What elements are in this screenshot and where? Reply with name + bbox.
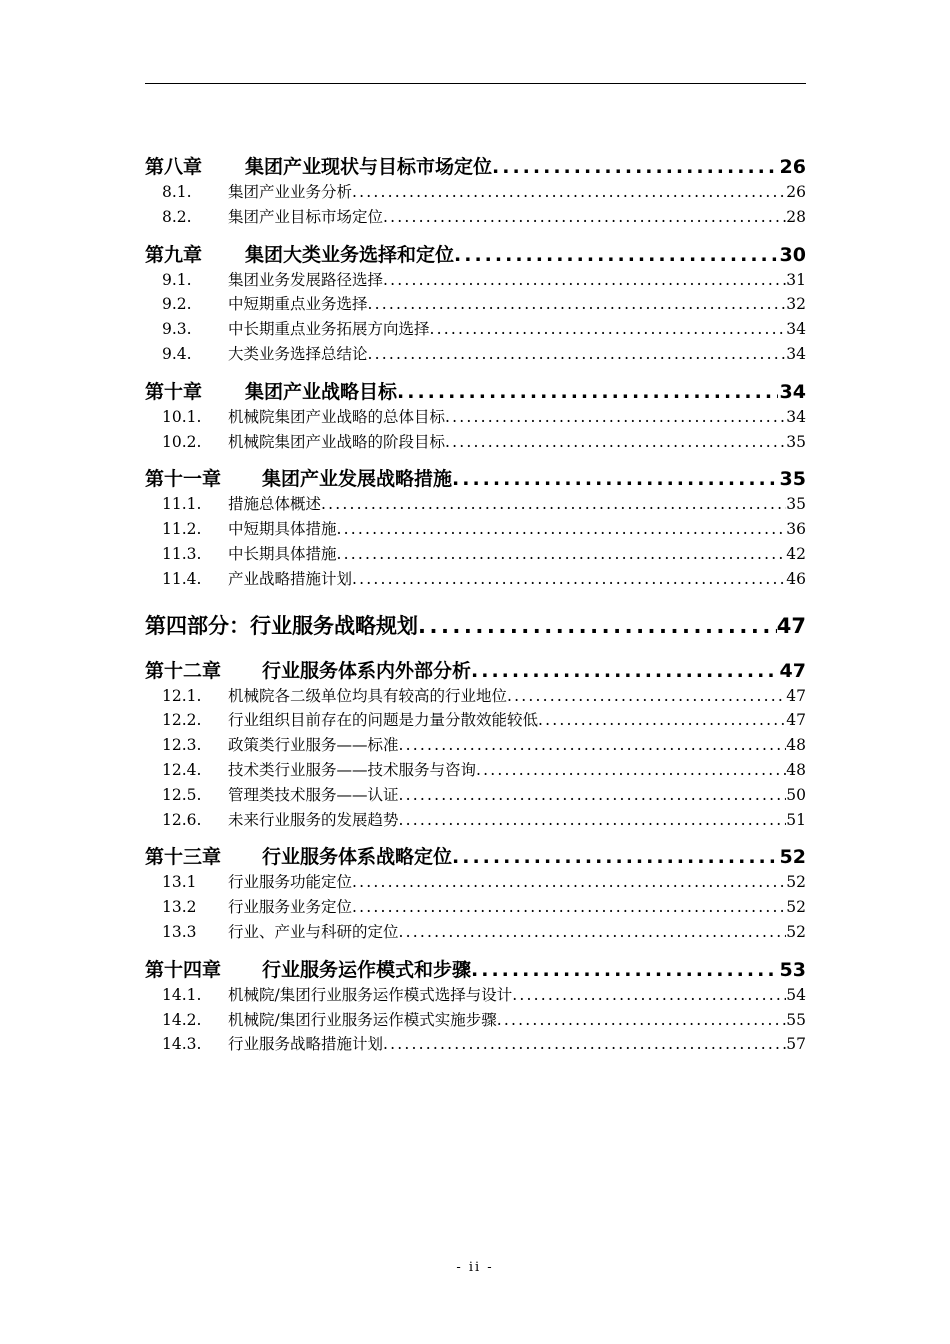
- toc-page-number: 54: [786, 985, 806, 1004]
- toc-section-entry[interactable]: [145, 808, 806, 833]
- toc-entry-title: 机械院集团产业战略的阶段目标: [228, 432, 446, 451]
- toc-entry-number: 9.4.: [162, 344, 192, 363]
- toc-entry-number: 9.2.: [162, 295, 192, 314]
- toc-entry-title: 管理类技术服务——认证: [228, 785, 399, 804]
- toc-section-entry[interactable]: [145, 708, 806, 733]
- toc-dot-leader: [368, 295, 787, 313]
- toc-dot-leader: [399, 811, 787, 829]
- toc-section-entry[interactable]: [145, 920, 806, 945]
- toc-chapter-entry[interactable]: [145, 464, 806, 492]
- toc-entry-title: 行业服务体系内外部分析: [262, 659, 472, 682]
- toc-entry-number: 第十一章: [145, 468, 222, 491]
- toc-part-entry[interactable]: [145, 610, 806, 646]
- toc-entry-number: 8.2.: [162, 207, 192, 226]
- toc-dot-leader: [471, 660, 778, 682]
- toc-page-number: 35: [786, 432, 806, 451]
- toc-entry-title: 中短期重点业务选择: [228, 295, 368, 314]
- toc-dot-leader: [383, 271, 786, 289]
- toc-section-entry[interactable]: [145, 542, 806, 567]
- toc-page-number: 30: [779, 243, 806, 266]
- toc-chapter-entry[interactable]: [145, 377, 806, 405]
- toc-dot-leader: [512, 986, 786, 1004]
- toc-page-number: 47: [786, 686, 806, 705]
- toc-entry-number: 12.4.: [162, 760, 202, 779]
- toc-dot-leader: [399, 786, 787, 804]
- toc-entry-title: 集团大类业务选择和定位: [245, 243, 455, 266]
- toc-page-number: 34: [786, 320, 806, 339]
- toc-dot-leader: [383, 1035, 786, 1053]
- toc-dot-leader: [397, 381, 778, 403]
- toc-entry-title: 机械院/集团行业服务运作模式选择与设计: [228, 985, 513, 1004]
- toc-page-number: 48: [786, 760, 806, 779]
- toc-dot-leader: [352, 873, 786, 891]
- toc-section-entry[interactable]: [145, 342, 806, 367]
- toc-entry-number: 第十三章: [145, 846, 222, 869]
- toc-page-number: 28: [786, 207, 806, 226]
- toc-dot-leader: [492, 156, 778, 178]
- toc-entry-title: 中长期重点业务拓展方向选择: [228, 320, 430, 339]
- toc-entry-title: 行业服务业务定位: [228, 898, 353, 917]
- toc-entry-number: 13.2: [162, 898, 197, 917]
- toc-entry-number: 14.1.: [162, 985, 202, 1004]
- toc-entry-title: 行业服务运作模式和步骤: [262, 958, 472, 981]
- toc-page-number: 52: [786, 898, 806, 917]
- toc-dot-leader: [383, 208, 786, 226]
- toc-page-number: 42: [786, 544, 806, 563]
- toc-page-number: 51: [786, 810, 806, 829]
- toc-page-number: 35: [779, 468, 806, 491]
- toc-dot-leader: [418, 614, 777, 638]
- toc-entry-number: 11.1.: [162, 495, 202, 514]
- table-of-contents: [145, 142, 806, 1057]
- toc-entry-number: 9.3.: [162, 320, 192, 339]
- toc-entry-title: 集团产业目标市场定位: [228, 207, 384, 226]
- toc-entry-title: 措施总体概述: [228, 495, 322, 514]
- toc-chapter-entry[interactable]: [145, 152, 806, 180]
- toc-section-entry[interactable]: [145, 517, 806, 542]
- toc-entry-number: 第十四章: [145, 958, 222, 981]
- toc-page-number: 47: [779, 659, 806, 682]
- toc-entry-title: 行业组织目前存在的问题是力量分散效能较低: [228, 711, 539, 730]
- toc-page-number: 47: [786, 711, 806, 730]
- header-rule: [145, 83, 806, 84]
- toc-page-number: 48: [786, 736, 806, 755]
- toc-dot-leader: [497, 1011, 787, 1029]
- toc-entry-title: 机械院各二级单位均具有较高的行业地位: [228, 686, 508, 705]
- toc-page-number: 34: [779, 380, 806, 403]
- toc-dot-leader: [454, 244, 778, 266]
- toc-entry-number: 11.2.: [162, 520, 202, 539]
- toc-entry-title: 集团产业战略目标: [245, 380, 398, 403]
- toc-page-number: 31: [786, 270, 806, 289]
- toc-dot-leader: [352, 183, 786, 201]
- toc-section-entry[interactable]: [145, 895, 806, 920]
- toc-page-number: 57: [786, 1035, 806, 1054]
- toc-dot-leader: [476, 761, 786, 779]
- page-number: - ii -: [456, 1260, 494, 1275]
- toc-dot-leader: [445, 408, 786, 426]
- toc-section-entry[interactable]: [145, 983, 806, 1008]
- toc-section-entry[interactable]: [145, 870, 806, 895]
- toc-page-number: 52: [786, 922, 806, 941]
- toc-entry-number: 12.3.: [162, 736, 202, 755]
- toc-page-number: 52: [779, 846, 806, 869]
- toc-entry-number: 第八章: [145, 156, 203, 178]
- toc-dot-leader: [337, 520, 787, 538]
- toc-dot-leader: [352, 570, 786, 588]
- toc-page-number: 35: [786, 495, 806, 514]
- toc-entry-number: 第九章: [145, 243, 203, 266]
- toc-entry-title: 大类业务选择总结论: [228, 344, 368, 363]
- toc-dot-leader: [445, 433, 786, 451]
- toc-entry-number: 12.2.: [162, 711, 202, 730]
- toc-chapter-entry[interactable]: [145, 842, 806, 870]
- toc-page-number: 55: [786, 1010, 806, 1029]
- toc-chapter-entry[interactable]: [145, 240, 806, 268]
- toc-section-entry[interactable]: [145, 567, 806, 592]
- toc-section-entry[interactable]: [145, 783, 806, 808]
- toc-entry-title: 集团产业发展战略措施: [262, 468, 453, 491]
- toc-dot-leader: [337, 545, 787, 563]
- toc-entry-number: 14.2.: [162, 1010, 202, 1029]
- toc-page-number: 52: [786, 873, 806, 892]
- toc-section-entry[interactable]: [145, 180, 806, 205]
- toc-section-entry[interactable]: [145, 292, 806, 317]
- toc-section-entry[interactable]: [145, 317, 806, 342]
- toc-dot-leader: [399, 923, 787, 941]
- toc-entry-title: 行业服务体系战略定位: [262, 846, 453, 869]
- toc-entry-title: 机械院集团产业战略的总体目标: [228, 407, 446, 426]
- toc-dot-leader: [507, 687, 786, 705]
- toc-dot-leader: [452, 468, 778, 490]
- toc-dot-leader: [368, 345, 787, 363]
- toc-entry-number: 13.1: [162, 873, 197, 892]
- toc-section-entry[interactable]: [145, 684, 806, 709]
- toc-page-number: 47: [776, 613, 806, 638]
- toc-entry-title: 中短期具体措施: [228, 520, 337, 539]
- toc-dot-leader: [471, 959, 778, 981]
- toc-entry-number: 10.2.: [162, 432, 202, 451]
- toc-entry-title: 行业服务战略措施计划: [228, 1035, 384, 1054]
- toc-entry-title: 集团业务发展路径选择: [228, 270, 384, 289]
- toc-entry-title: 产业战略措施计划: [228, 569, 353, 588]
- toc-dot-leader: [321, 495, 786, 513]
- toc-entry-number: 13.3: [162, 922, 197, 941]
- toc-entry-title: 第四部分：行业服务战略规划: [145, 613, 418, 638]
- toc-entry-number: 12.5.: [162, 785, 202, 804]
- toc-section-entry[interactable]: [145, 492, 806, 517]
- toc-entry-title: 未来行业服务的发展趋势: [228, 810, 399, 829]
- toc-section-entry[interactable]: [145, 205, 806, 230]
- toc-section-entry[interactable]: [145, 1032, 806, 1057]
- toc-section-entry[interactable]: [145, 268, 806, 293]
- toc-entry-number: 第十章: [145, 380, 203, 403]
- toc-section-entry[interactable]: [145, 405, 806, 430]
- toc-entry-title: 集团产业业务分析: [228, 183, 353, 201]
- toc-entry-title: 政策类行业服务——标准: [228, 736, 399, 755]
- toc-entry-number: 12.6.: [162, 810, 202, 829]
- toc-page-number: 46: [786, 569, 806, 588]
- toc-dot-leader: [352, 898, 786, 916]
- toc-page-number: 32: [786, 295, 806, 314]
- toc-section-entry[interactable]: [145, 1008, 806, 1033]
- toc-page-number: 26: [786, 183, 806, 201]
- toc-entry-title: 行业、产业与科研的定位: [228, 922, 399, 941]
- toc-dot-leader: [452, 846, 778, 868]
- toc-entry-title: 行业服务功能定位: [228, 873, 353, 892]
- toc-page-number: 50: [786, 785, 806, 804]
- toc-entry-number: 11.4.: [162, 569, 202, 588]
- toc-entry-number: 9.1.: [162, 270, 192, 289]
- toc-section-entry[interactable]: [145, 758, 806, 783]
- toc-entry-number: 第十二章: [145, 659, 222, 682]
- toc-dot-leader: [399, 736, 787, 754]
- toc-entry-title: 中长期具体措施: [228, 544, 337, 563]
- toc-entry-number: 8.1.: [162, 183, 192, 201]
- toc-dot-leader: [538, 711, 786, 729]
- toc-entry-number: 14.3.: [162, 1035, 202, 1054]
- toc-dot-leader: [430, 320, 787, 338]
- toc-section-entry[interactable]: [145, 430, 806, 455]
- toc-page-number: 34: [786, 407, 806, 426]
- toc-entry-number: 12.1.: [162, 686, 202, 705]
- toc-chapter-entry[interactable]: [145, 955, 806, 983]
- toc-entry-number: 10.1.: [162, 407, 202, 426]
- toc-entry-number: 11.3.: [162, 544, 202, 563]
- toc-entry-title: 机械院/集团行业服务运作模式实施步骤: [228, 1010, 497, 1029]
- toc-page-number: 26: [779, 156, 806, 178]
- toc-chapter-entry[interactable]: [145, 656, 806, 684]
- toc-entry-title: 集团产业现状与目标市场定位: [245, 156, 493, 178]
- toc-section-entry[interactable]: [145, 733, 806, 758]
- toc-entry-title: 技术类行业服务——技术服务与咨询: [228, 760, 477, 779]
- toc-page-number: 34: [786, 344, 806, 363]
- toc-page-number: 53: [779, 958, 806, 981]
- toc-page-number: 36: [786, 520, 806, 539]
